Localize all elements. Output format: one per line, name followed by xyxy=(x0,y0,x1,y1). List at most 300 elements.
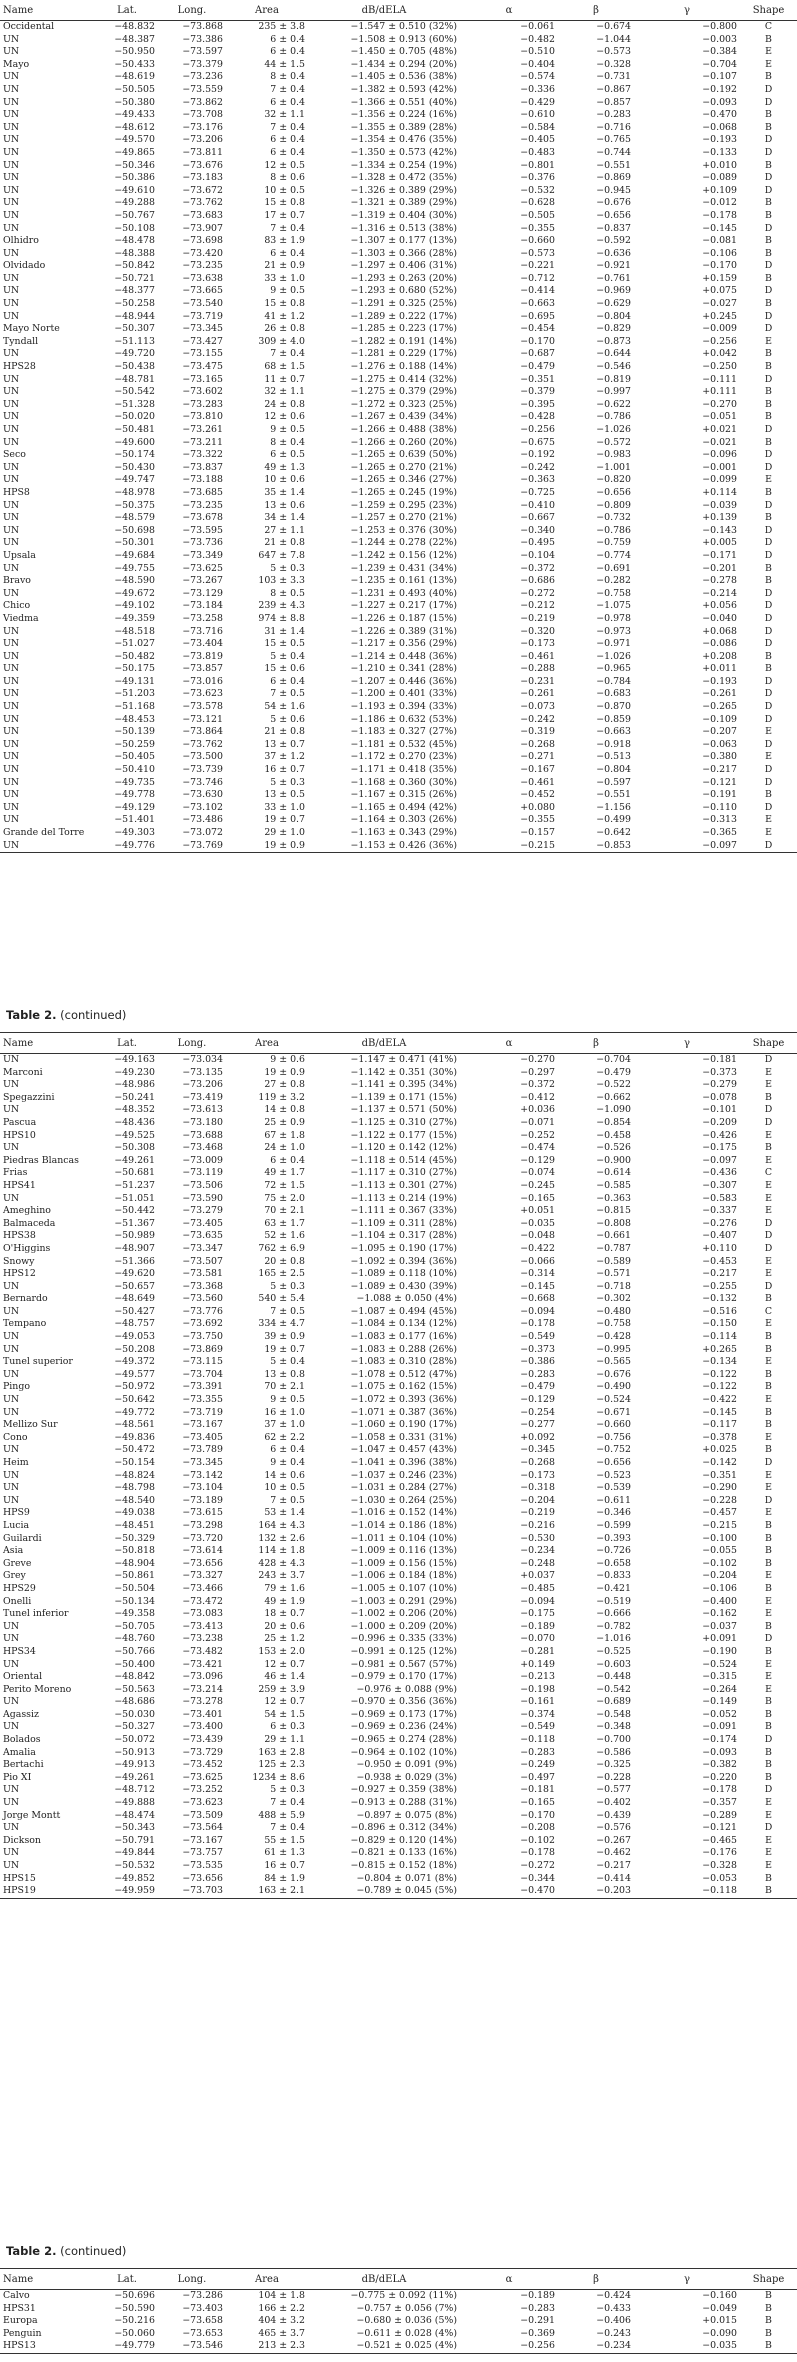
cell-area: 34 ± 1.4 xyxy=(264,512,305,524)
cell-long: −73.736 xyxy=(182,537,223,549)
cell-gamma: −0.800 xyxy=(702,21,737,32)
cell-beta: −0.644 xyxy=(596,348,631,360)
cell-db-dela: −1.307 ± 0.177 (13%) xyxy=(350,235,457,247)
cell-area: 44 ± 1.5 xyxy=(264,58,305,70)
cell-alpha: −0.372 xyxy=(520,1079,555,1091)
cell-beta: −1.044 xyxy=(596,33,631,45)
cell-db-dela: −0.970 ± 0.356 (36%) xyxy=(350,1696,457,1708)
cell-long: −73.355 xyxy=(182,1394,223,1406)
cell-db-dela: −1.172 ± 0.270 (23%) xyxy=(350,751,457,763)
cell-db-dela: −1.239 ± 0.431 (34%) xyxy=(350,562,457,574)
cell-alpha: −0.574 xyxy=(520,71,555,83)
table-row xyxy=(0,235,797,248)
cell-name: UN xyxy=(3,146,20,158)
cell-alpha: −0.429 xyxy=(520,96,555,108)
table-row xyxy=(0,298,797,311)
cell-area: 6 ± 0.4 xyxy=(270,33,305,45)
cell-alpha: −0.283 xyxy=(520,1746,555,1758)
header-beta: β xyxy=(558,2269,634,2290)
cell-alpha: −0.318 xyxy=(520,1482,555,1494)
cell-shape: B xyxy=(765,235,772,247)
cell-lat: −49.038 xyxy=(114,1507,155,1519)
table-row xyxy=(0,361,797,374)
cell-gamma: +0.075 xyxy=(702,285,737,297)
cell-db-dela: −1.226 ± 0.187 (15%) xyxy=(350,612,457,624)
cell-gamma: −0.111 xyxy=(702,373,737,385)
cell-alpha: −0.479 xyxy=(520,1381,555,1393)
cell-name: Tunel superior xyxy=(3,1356,73,1368)
cell-name: UN xyxy=(3,285,20,297)
cell-gamma: −0.143 xyxy=(702,524,737,536)
cell-gamma: −0.121 xyxy=(702,1822,737,1834)
cell-long: −73.704 xyxy=(182,1368,223,1380)
cell-lat: −50.154 xyxy=(114,1457,155,1468)
cell-alpha: −0.319 xyxy=(520,726,555,738)
table-row xyxy=(0,1356,797,1369)
table-row xyxy=(0,122,797,135)
cell-db-dela: −1.003 ± 0.291 (29%) xyxy=(350,1595,457,1607)
cell-db-dela: −0.996 ± 0.335 (33%) xyxy=(350,1633,457,1645)
table-row xyxy=(0,1142,797,1155)
cell-lat: −48.590 xyxy=(114,575,155,587)
cell-shape: B xyxy=(765,159,772,171)
cell-db-dela: −0.969 ± 0.236 (24%) xyxy=(350,1721,457,1733)
cell-long: −73.349 xyxy=(182,549,223,561)
cell-db-dela: −0.680 ± 0.036 (5%) xyxy=(356,2315,457,2327)
cell-shape: E xyxy=(765,1129,772,1141)
cell-name: O'Higgins xyxy=(3,1242,51,1254)
table-row xyxy=(0,399,797,412)
table-row xyxy=(0,487,797,500)
cell-db-dela: −0.829 ± 0.120 (14%) xyxy=(350,1834,457,1846)
cell-lat: −51.203 xyxy=(114,688,155,700)
cell-db-dela: −0.896 ± 0.312 (34%) xyxy=(350,1822,457,1834)
cell-long: −73.279 xyxy=(182,1205,223,1217)
cell-gamma: −0.162 xyxy=(702,1608,737,1620)
table-row xyxy=(0,1092,797,1105)
cell-long: −73.559 xyxy=(182,83,223,95)
cell-shape: B xyxy=(765,197,772,209)
table-row xyxy=(0,500,797,513)
cell-long: −73.096 xyxy=(182,1671,223,1683)
table-row xyxy=(0,1747,797,1760)
cell-lat: −51.027 xyxy=(114,638,155,650)
cell-lat: −48.436 xyxy=(114,1116,155,1128)
cell-shape: D xyxy=(764,373,773,385)
cell-gamma: −0.170 xyxy=(702,260,737,272)
cell-db-dela: −1.354 ± 0.476 (35%) xyxy=(350,134,457,146)
cell-name: Ameghino xyxy=(3,1205,51,1217)
table-row xyxy=(0,1721,797,1734)
cell-area: 13 ± 0.7 xyxy=(264,738,305,750)
cell-shape: D xyxy=(764,549,773,561)
cell-gamma: −0.053 xyxy=(702,1872,737,1884)
cell-long: −73.345 xyxy=(182,323,223,335)
cell-db-dela: −1.089 ± 0.430 (39%) xyxy=(350,1280,457,1292)
header-db-dela: dB/dELA xyxy=(308,0,460,21)
table-row xyxy=(0,1495,797,1508)
cell-lat: −49.303 xyxy=(114,827,155,838)
table-row xyxy=(0,1873,797,1886)
cell-lat: −50.482 xyxy=(114,650,155,662)
cell-alpha: −0.198 xyxy=(520,1683,555,1695)
cell-beta: −0.406 xyxy=(596,2315,631,2327)
cell-gamma: −0.090 xyxy=(702,2327,737,2339)
table-row xyxy=(0,1381,797,1394)
cell-db-dela: −1.316 ± 0.513 (38%) xyxy=(350,222,457,234)
cell-db-dela: −1.303 ± 0.366 (28%) xyxy=(350,247,457,259)
cell-area: 53 ± 1.4 xyxy=(264,1507,305,1519)
cell-shape: E xyxy=(765,827,772,838)
cell-lat: −50.329 xyxy=(114,1532,155,1544)
cell-area: 6 ± 0.4 xyxy=(270,247,305,259)
cell-name: UN xyxy=(3,121,20,133)
cell-long: −73.658 xyxy=(182,2315,223,2327)
table-row xyxy=(0,701,797,714)
header-shape: Shape xyxy=(740,0,797,21)
cell-lat: −51.401 xyxy=(114,814,155,826)
cell-alpha: −0.102 xyxy=(520,1834,555,1846)
cell-gamma: −0.110 xyxy=(702,801,737,813)
cell-long: −73.746 xyxy=(182,776,223,788)
cell-lat: −48.944 xyxy=(114,310,155,322)
cell-shape: B xyxy=(765,2315,772,2327)
cell-db-dela: −1.242 ± 0.156 (12%) xyxy=(350,549,457,561)
cell-area: 153 ± 2.0 xyxy=(258,1645,305,1657)
table-caption xyxy=(6,2244,126,2258)
cell-name: HPS29 xyxy=(3,1582,36,1594)
cell-name: UN xyxy=(3,1104,20,1116)
cell-long: −73.298 xyxy=(182,1519,223,1531)
cell-shape: B xyxy=(765,298,772,310)
cell-area: 7 ± 0.4 xyxy=(270,83,305,95)
cell-alpha: −0.170 xyxy=(520,335,555,347)
table-body xyxy=(0,2290,797,2354)
cell-alpha: −0.376 xyxy=(520,172,555,184)
cell-alpha: −0.167 xyxy=(520,764,555,776)
cell-shape: B xyxy=(765,1532,772,1544)
cell-shape: E xyxy=(765,1834,772,1846)
table-row xyxy=(0,1520,797,1533)
cell-long: −73.121 xyxy=(182,713,223,725)
cell-beta: −0.756 xyxy=(596,1431,631,1443)
table-row xyxy=(0,1306,797,1319)
table-row xyxy=(0,1847,797,1860)
cell-shape: D xyxy=(764,310,773,322)
cell-area: 7 ± 0.4 xyxy=(270,222,305,234)
cell-area: 54 ± 1.5 xyxy=(264,1708,305,1720)
table-row xyxy=(0,223,797,236)
cell-db-dela: −0.757 ± 0.056 (7%) xyxy=(356,2302,457,2314)
cell-lat: −50.842 xyxy=(114,260,155,272)
cell-area: 49 ± 1.9 xyxy=(264,1595,305,1607)
cell-gamma: −0.091 xyxy=(702,1721,737,1733)
cell-lat: −49.053 xyxy=(114,1331,155,1343)
cell-lat: −48.579 xyxy=(114,512,155,524)
cell-long: −73.676 xyxy=(182,159,223,171)
cell-lat: −49.358 xyxy=(114,1608,155,1620)
cell-gamma: −0.099 xyxy=(702,474,737,486)
cell-gamma: −0.217 xyxy=(702,1268,737,1280)
cell-gamma: −0.142 xyxy=(702,1457,737,1468)
cell-db-dela: −1.193 ± 0.394 (33%) xyxy=(350,701,457,713)
cell-shape: E xyxy=(765,1318,772,1330)
table-row xyxy=(0,739,797,752)
cell-lat: −49.163 xyxy=(114,1054,155,1065)
cell-alpha: −0.212 xyxy=(520,600,555,612)
cell-long: −73.129 xyxy=(182,587,223,599)
cell-gamma: +0.068 xyxy=(702,625,737,637)
cell-gamma: +0.025 xyxy=(702,1444,737,1456)
cell-area: 15 ± 0.6 xyxy=(264,663,305,675)
cell-db-dela: −1.183 ± 0.327 (27%) xyxy=(350,726,457,738)
cell-long: −73.345 xyxy=(182,1457,223,1468)
table-row xyxy=(0,1167,797,1180)
table-row xyxy=(0,462,797,475)
cell-name: UN xyxy=(3,1305,20,1317)
cell-name: UN xyxy=(3,71,20,83)
cell-beta: −0.804 xyxy=(596,764,631,776)
cell-long: −73.238 xyxy=(182,1633,223,1645)
cell-beta: −0.448 xyxy=(596,1671,631,1683)
cell-lat: −48.518 xyxy=(114,625,155,637)
cell-shape: B xyxy=(765,348,772,360)
cell-shape: B xyxy=(765,1545,772,1557)
cell-long: −73.500 xyxy=(182,751,223,763)
cell-beta: −0.551 xyxy=(596,159,631,171)
cell-beta: −0.614 xyxy=(596,1167,631,1179)
cell-name: UN xyxy=(3,789,20,801)
cell-gamma: −0.181 xyxy=(702,1054,737,1065)
cell-lat: −48.478 xyxy=(114,235,155,247)
cell-beta: −0.572 xyxy=(596,436,631,448)
cell-shape: D xyxy=(764,285,773,297)
cell-alpha: −0.483 xyxy=(520,146,555,158)
cell-long: −73.769 xyxy=(158,840,226,853)
cell-beta: −0.765 xyxy=(596,134,631,146)
table-row xyxy=(0,1533,797,1546)
cell-shape: B xyxy=(765,486,772,498)
cell-lat: −50.989 xyxy=(114,1230,155,1242)
cell-beta: −1.026 xyxy=(596,650,631,662)
cell-name: UN xyxy=(3,1494,20,1506)
cell-beta: −0.656 xyxy=(596,209,631,221)
cell-gamma: −0.426 xyxy=(702,1129,737,1141)
cell-name: Asia xyxy=(3,1545,24,1557)
cell-alpha: −0.549 xyxy=(520,1331,555,1343)
cell-long: −73.468 xyxy=(182,1142,223,1154)
cell-beta: −0.551 xyxy=(596,789,631,801)
cell-area: 83 ± 1.9 xyxy=(264,235,305,247)
cell-alpha: −0.270 xyxy=(520,1054,555,1065)
cell-alpha: −0.271 xyxy=(520,751,555,763)
table-row xyxy=(0,1558,797,1571)
cell-gamma: +0.159 xyxy=(702,272,737,284)
table-body xyxy=(0,21,797,853)
cell-shape: B xyxy=(765,1708,772,1720)
cell-gamma: −0.178 xyxy=(702,1784,737,1796)
cell-alpha: −0.129 xyxy=(520,1154,555,1166)
table-row xyxy=(0,2290,797,2303)
cell-beta: −0.302 xyxy=(596,1293,631,1305)
table-row xyxy=(0,1507,797,1520)
cell-beta: −0.393 xyxy=(596,1532,631,1544)
cell-db-dela: −1.326 ± 0.389 (29%) xyxy=(350,184,457,196)
cell-gamma: −0.276 xyxy=(702,1217,737,1229)
cell-area: 5 ± 0.4 xyxy=(270,650,305,662)
header-lat: Lat. xyxy=(96,1033,158,1054)
cell-name: UN xyxy=(3,1394,20,1406)
cell-beta: −0.973 xyxy=(596,625,631,637)
cell-shape: B xyxy=(765,663,772,675)
table-row xyxy=(0,1470,797,1483)
cell-beta: −0.997 xyxy=(596,386,631,398)
cell-name: UN xyxy=(3,562,20,574)
cell-lat: −50.386 xyxy=(114,172,155,184)
cell-shape: D xyxy=(764,172,773,184)
cell-beta: −0.995 xyxy=(596,1343,631,1355)
cell-gamma: −0.190 xyxy=(702,1645,737,1657)
cell-area: 49 ± 1.3 xyxy=(264,461,305,473)
cell-area: 14 ± 0.6 xyxy=(264,1469,305,1481)
cell-shape: B xyxy=(765,1645,772,1657)
cell-area: 39 ± 0.9 xyxy=(264,1331,305,1343)
cell-beta: −0.758 xyxy=(596,1318,631,1330)
cell-gamma: −0.086 xyxy=(702,638,737,650)
cell-area: 16 ± 0.7 xyxy=(264,764,305,776)
cell-db-dela: −1.083 ± 0.310 (28%) xyxy=(350,1356,457,1368)
cell-db-dela: −1.186 ± 0.632 (53%) xyxy=(350,713,457,725)
cell-beta: −0.978 xyxy=(596,612,631,624)
cell-name: UN xyxy=(3,474,20,486)
cell-db-dela: −0.821 ± 0.133 (16%) xyxy=(350,1847,457,1859)
cell-shape: B xyxy=(765,1381,772,1393)
cell-area: 5 ± 0.6 xyxy=(270,713,305,725)
cell-alpha: −0.173 xyxy=(520,1469,555,1481)
cell-long: −73.189 xyxy=(182,1494,223,1506)
cell-beta: −0.704 xyxy=(596,1054,631,1065)
cell-area: 7 ± 0.5 xyxy=(270,1494,305,1506)
cell-area: 164 ± 4.3 xyxy=(258,1519,305,1531)
table-caption xyxy=(6,1008,126,1022)
cell-area: 20 ± 0.8 xyxy=(264,1255,305,1267)
cell-lat: −49.772 xyxy=(114,1406,155,1418)
cell-long: −73.776 xyxy=(182,1305,223,1317)
cell-lat: −48.649 xyxy=(114,1293,155,1305)
cell-name: UN xyxy=(3,247,20,259)
cell-alpha: −0.170 xyxy=(520,1809,555,1821)
cell-db-dela: −1.092 ± 0.394 (36%) xyxy=(350,1255,457,1267)
cell-area: 24 ± 1.0 xyxy=(264,1142,305,1154)
cell-area: 5 ± 0.4 xyxy=(270,1356,305,1368)
table-row xyxy=(0,1444,797,1457)
table-row xyxy=(0,525,797,538)
cell-beta: −0.921 xyxy=(596,260,631,272)
cell-beta: −0.346 xyxy=(596,1507,631,1519)
cell-lat: −50.400 xyxy=(114,1658,155,1670)
cell-alpha: +0.149 xyxy=(520,1658,555,1670)
cell-long: −73.142 xyxy=(182,1469,223,1481)
cell-lat: −51.051 xyxy=(114,1192,155,1204)
cell-shape: E xyxy=(765,1179,772,1191)
cell-gamma: −0.290 xyxy=(702,1482,737,1494)
cell-long: −73.401 xyxy=(182,1708,223,1720)
cell-long: −73.322 xyxy=(182,449,223,461)
cell-long: −73.750 xyxy=(182,1331,223,1343)
cell-alpha: −0.242 xyxy=(520,713,555,725)
cell-gamma: −0.107 xyxy=(702,71,737,83)
cell-alpha: −0.510 xyxy=(520,46,555,58)
cell-name: UN xyxy=(3,348,20,360)
cell-name: UN xyxy=(3,764,20,776)
cell-lat: −50.696 xyxy=(114,2290,155,2301)
cell-beta: −0.402 xyxy=(596,1797,631,1809)
cell-long: −73.072 xyxy=(182,827,223,838)
cell-db-dela: −1.002 ± 0.206 (20%) xyxy=(350,1608,457,1620)
cell-db-dela: −1.104 ± 0.317 (28%) xyxy=(350,1230,457,1242)
table-row xyxy=(0,1633,797,1646)
cell-gamma: −0.201 xyxy=(702,562,737,574)
cell-long: −73.623 xyxy=(182,1797,223,1809)
cell-beta: −0.519 xyxy=(596,1595,631,1607)
cell-gamma: −0.279 xyxy=(702,1079,737,1091)
cell-long: −73.400 xyxy=(182,1721,223,1733)
cell-area: 12 ± 0.7 xyxy=(264,1658,305,1670)
cell-long: −73.630 xyxy=(182,789,223,801)
cell-lat: −50.642 xyxy=(114,1394,155,1406)
table-row xyxy=(0,185,797,198)
cell-name: UN xyxy=(3,436,20,448)
cell-shape: B xyxy=(765,2327,772,2339)
cell-gamma: +0.139 xyxy=(702,512,737,524)
cell-shape: C xyxy=(764,1305,773,1317)
cell-area: 428 ± 4.3 xyxy=(258,1557,305,1569)
cell-beta: −0.676 xyxy=(596,197,631,209)
cell-beta: −0.428 xyxy=(596,1331,631,1343)
cell-name: UN xyxy=(3,638,20,650)
table-row xyxy=(0,764,797,777)
cell-long: −73.368 xyxy=(182,1280,223,1292)
cell-db-dela: −1.071 ± 0.387 (36%) xyxy=(350,1406,457,1418)
cell-long: −73.236 xyxy=(182,71,223,83)
cell-alpha: −0.094 xyxy=(520,1595,555,1607)
table-row xyxy=(0,2340,797,2353)
table-row xyxy=(0,1079,797,1092)
cell-gamma: −0.307 xyxy=(702,1179,737,1191)
cell-name: UN xyxy=(3,738,20,750)
cell-alpha: −0.686 xyxy=(520,575,555,587)
cell-shape: B xyxy=(765,1620,772,1632)
cell-lat: −48.904 xyxy=(114,1557,155,1569)
cell-name: Greve xyxy=(3,1557,32,1569)
cell-lat: −48.474 xyxy=(114,1809,155,1821)
cell-name: HPS12 xyxy=(3,1268,36,1280)
cell-long: −73.683 xyxy=(182,209,223,221)
cell-lat: −48.832 xyxy=(114,21,155,32)
cell-long: −73.486 xyxy=(182,814,223,826)
cell-shape: D xyxy=(764,499,773,511)
cell-name: UN xyxy=(3,424,20,435)
table-row xyxy=(0,600,797,613)
cell-alpha: −0.297 xyxy=(520,1066,555,1078)
cell-shape: B xyxy=(765,121,772,133)
cell-area: 37 ± 1.0 xyxy=(264,1419,305,1431)
cell-name: UN xyxy=(3,386,20,398)
cell-beta: −0.539 xyxy=(596,1482,631,1494)
cell-long: −73.405 xyxy=(182,1217,223,1229)
cell-name: Agassiz xyxy=(3,1708,39,1720)
cell-area: 762 ± 6.9 xyxy=(258,1242,305,1254)
